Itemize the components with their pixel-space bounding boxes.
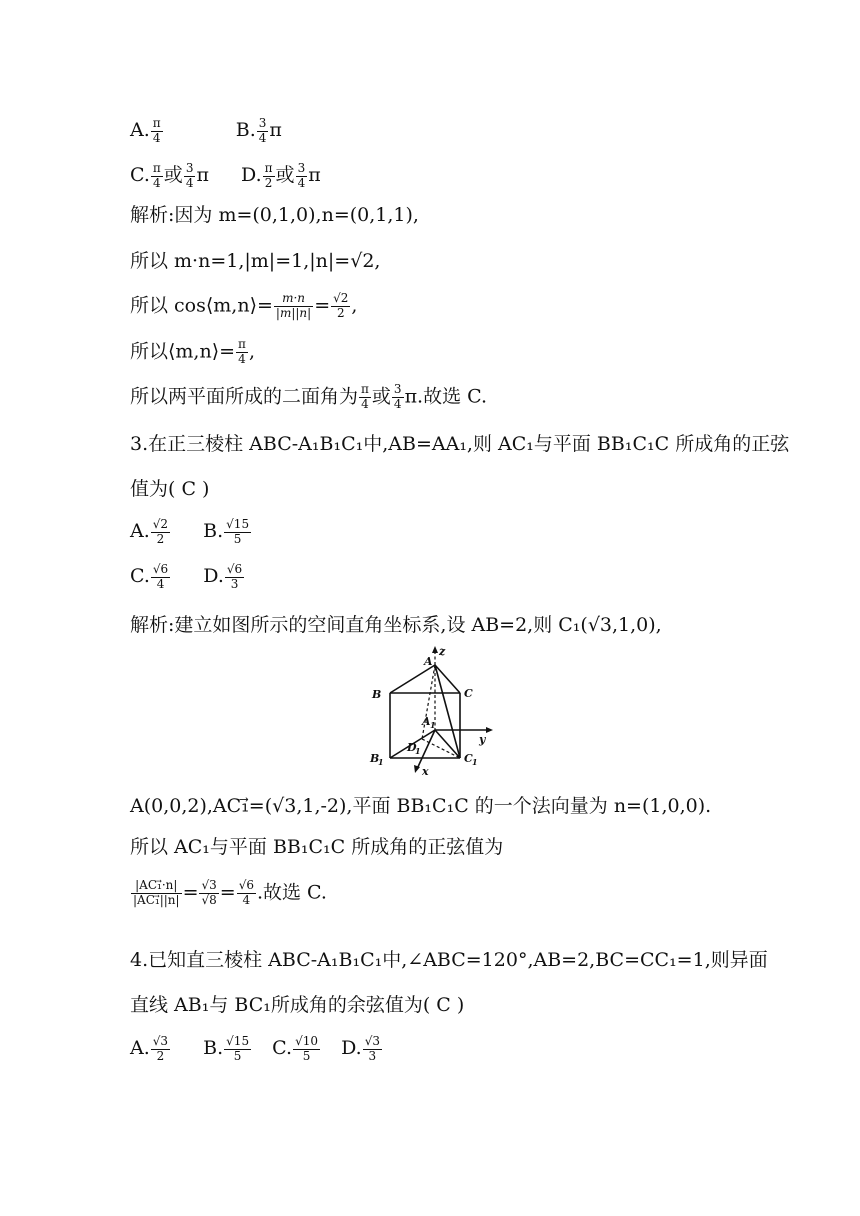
text: , [248,340,255,363]
q2-solution-line3 [130,292,357,321]
denominator: 4 [238,351,246,366]
q3-option-a [130,517,177,546]
denominator: 4 [361,396,369,411]
numerator: √2 [152,517,169,531]
denominator: 4 [393,396,402,411]
fraction [151,162,163,191]
fraction [151,518,170,547]
q2-solution-line4 [130,338,255,367]
fraction [274,292,313,321]
numerator: 3 [297,161,306,175]
fraction [199,879,218,908]
numerator: √3 [364,1034,380,1048]
fraction [296,162,308,191]
q3-solution-line2: A(0,0,2),AC₁⃗=(√3,1,-2),平面 BB₁C₁C 的一个法向量为 n=(1,0,0). [130,795,712,817]
option-suffix: π [269,119,282,142]
numerator: π [152,161,161,175]
denominator: 4 [153,175,161,190]
text: 所以 cos⟨m,n⟩= [130,294,273,317]
fraction [331,292,350,321]
q3-option-d [203,562,245,591]
label-A: A [424,655,433,668]
fraction [224,1035,251,1064]
q4-options-row [130,1035,383,1064]
numerator: √3 [201,878,217,892]
denominator: √8 [201,892,217,907]
fraction [237,879,256,908]
equals: = [219,881,236,904]
option-suffix: π [196,164,209,187]
fraction [225,563,244,592]
segment-D1C1 [422,739,460,758]
option-letter: D. [341,1037,362,1060]
prism-diagram [360,643,500,778]
fraction [184,162,196,191]
q3-stem-line2: 值为( C ) [130,478,210,500]
option-letter: B. [203,520,224,543]
q2-option-b [235,116,282,145]
option-letter: C. [130,565,150,588]
y-arrow [486,727,493,733]
q2-solution-line1: 解析:因为 m=(0,1,0),n=(0,1,1), [130,204,419,226]
label-A1: A [422,715,431,728]
q2-option-a [130,116,170,145]
denominator: |m||n| [275,305,312,320]
q3-options-row2 [130,563,245,592]
label-A1-sub: 1 [430,720,436,730]
fraction [392,383,404,412]
q3-solution-line3: 所以 AC₁与平面 BB₁C₁C 所成角的正弦值为 [130,836,504,858]
denominator: 2 [156,531,165,546]
numerator: |AC₁⃗·n| [131,879,182,894]
label-y: y [479,733,486,746]
text: .故选 C. [256,881,327,904]
denominator: 4 [152,130,161,145]
label-C1: C [464,752,473,765]
q2-solution-line5 [130,383,487,412]
q3-solution-line1: 解析:建立如图所示的空间直角坐标系,设 AB=2,则 C₁(√3,1,0), [130,614,662,636]
fraction [293,1035,320,1064]
option-connector: 或 [163,164,183,187]
text: 所以⟨m,n⟩= [130,340,236,363]
numerator: √6 [152,562,169,576]
q3-solution-line4 [130,879,327,908]
numerator: √15 [226,1034,250,1048]
option-connector: 或 [275,164,295,187]
numerator: 3 [393,382,402,396]
text: , [351,294,358,317]
q2-option-c [130,161,215,190]
option-letter: A. [130,1037,150,1060]
q4-stem-line1: 4.已知直三棱柱 ABC-A₁B₁C₁中,∠ABC=120°,AB=2,BC=CC₁=1,则异面 [130,949,768,971]
q2-solution-line2: 所以 m·n=1,|m|=1,|n|=√2, [130,250,381,272]
denominator: 2 [264,175,273,190]
q2-option-d [241,161,321,190]
label-C: C [464,687,473,700]
z-arrow [432,646,438,653]
edge-AB [390,665,435,693]
option-letter: D. [241,164,262,187]
fraction [224,518,251,547]
equals: = [314,294,331,317]
equals: = [182,881,199,904]
numerator: √3 [152,1034,169,1048]
option-letter: D. [203,565,224,588]
q3-option-c [130,562,177,591]
option-letter: C. [130,164,150,187]
denominator: 4 [297,175,306,190]
numerator: √10 [295,1034,318,1048]
denominator: 4 [258,130,267,145]
q3-option-b [203,517,252,546]
option-letter: C. [272,1037,293,1060]
q3-stem-line1: 3.在正三棱柱 ABC-A₁B₁C₁中,AB=AA₁,则 AC₁与平面 BB₁C₁C 所成角的正弦 [130,433,790,455]
numerator: π [152,116,161,130]
denominator: 4 [156,576,165,591]
q2-options-row2 [130,162,321,191]
label-D1: D [407,741,417,754]
numerator: √15 [226,517,250,531]
fraction [359,383,371,412]
option-letter: B. [235,119,256,142]
denominator: |AC₁⃗||n| [133,892,180,907]
fraction [131,879,182,908]
fraction [363,1035,382,1064]
q4-option-c [272,1034,327,1063]
q4-option-d [341,1034,383,1063]
denominator: 5 [233,531,242,546]
label-z: z [439,645,446,658]
option-letter: B. [203,1037,224,1060]
label-x: x [422,765,429,778]
option-letter: A. [130,119,150,142]
text: 或 [371,385,391,408]
text: 所以两平面所成的二面角为 [130,385,359,408]
q3-options-row1 [130,518,252,547]
text: π.故选 C. [404,385,488,408]
option-suffix: π [308,164,321,187]
fraction [257,117,269,146]
prism-figure [360,643,500,783]
denominator: 4 [242,892,251,907]
label-B1-sub: 1 [378,757,384,767]
denominator: 2 [336,305,345,320]
fraction [151,117,163,146]
numerator: m·n [274,292,313,307]
denominator: 3 [368,1048,377,1063]
label-B: B [372,688,382,701]
label-B1: B [370,752,380,765]
option-letter: A. [130,520,150,543]
q4-option-b [203,1034,258,1063]
q2-options-row1 [130,117,282,146]
fraction [236,338,248,367]
numerator: 3 [258,116,267,130]
fraction [151,1035,170,1064]
numerator: π [264,161,273,175]
numerator: √6 [238,878,254,892]
denominator: 5 [233,1048,242,1063]
denominator: 4 [185,175,194,190]
numerator: √2 [333,291,349,305]
label-C1-sub: 1 [472,757,478,767]
label-D1-sub: 1 [415,746,421,756]
denominator: 2 [156,1048,165,1063]
q4-option-a [130,1034,177,1063]
q4-stem-line2: 直线 AB₁与 BC₁所成角的余弦值为( C ) [130,994,465,1016]
numerator: π [238,337,246,351]
fraction [263,162,275,191]
numerator: 3 [185,161,194,175]
denominator: 5 [302,1048,311,1063]
numerator: π [361,382,369,396]
numerator: √6 [226,562,243,576]
denominator: 3 [230,576,239,591]
fraction [151,563,170,592]
